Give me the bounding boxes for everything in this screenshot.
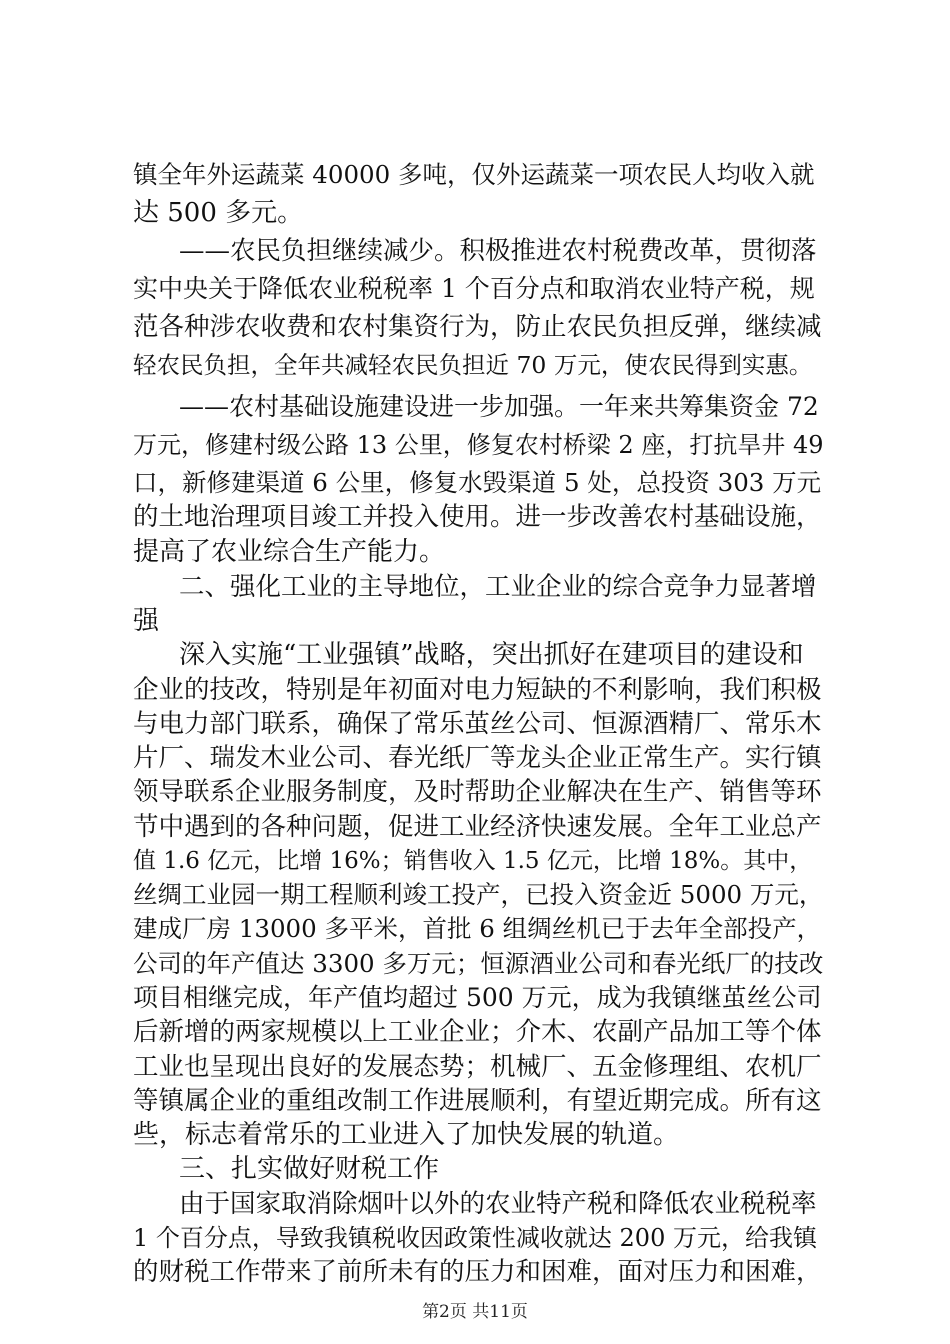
text-line: 实中央关于降低农业税税率 1 个百分点和取消农业特产税，规 [133,274,815,303]
text-line: 值 1.6 亿元，比增 16%；销售收入 1.5 亿元，比增 18%。其中， [133,848,813,874]
text-line: 的财税工作带来了前所未有的压力和困难，面对压力和困难， [133,1257,822,1287]
text-line: 的土地治理项目竣工并投入使用。进一步改善农村基础设施， [133,502,822,532]
text-line: 轻农民负担，全年共减轻农民负担近 70 万元，使农民得到实惠。 [133,351,813,379]
text-line: 提高了农业综合生产能力。 [133,537,446,567]
text-line: 建成厂房 13000 多平米，首批 6 组绸丝机已于去年全部投产， [133,914,822,943]
text-line: 等镇属企业的重组改制工作进展顺利，有望近期完成。所有这 [133,1086,822,1116]
text-line: 与电力部门联系，确保了常乐茧丝公司、恒源酒精厂、常乐木 [133,709,822,739]
text-line: ——农民负担继续减少。积极推进农村税费改革，贯彻落 [179,236,817,266]
text-line: 范各种涉农收费和农村集资行为，防止农民负担反弹，继续减 [133,312,822,342]
text-line: 公司的年产值达 3300 多万元；恒源酒业公司和春光纸厂的技改 [133,949,824,978]
text-line: 深入实施“工业强镇”战略，突出抓好在建项目的建设和 [179,640,804,670]
text-line: 企业的技改，特别是年初面对电力短缺的不利影响，我们积极 [133,675,822,705]
section-heading: 三、扎实做好财税工作 [179,1154,440,1184]
text-line: 些，标志着常乐的工业进入了加快发展的轨道。 [133,1120,680,1150]
text-line: ——农村基础设施建设进一步加强。一年来共筹集资金 72 [179,392,819,421]
text-line: 工业也呈现出良好的发展态势；机械厂、五金修理组、农机厂 [133,1052,822,1082]
text-line: 片厂、瑞发木业公司、春光纸厂等龙头企业正常生产。实行镇 [133,743,822,773]
text-line: 达 500 多元。 [133,198,304,228]
text-line: 节中遇到的各种问题，促进工业经济快速发展。全年工业总产 [133,812,822,842]
text-line: 口，新修建渠道 6 公里，修复水毁渠道 5 处，总投资 303 万元 [133,468,822,497]
text-line: 领导联系企业服务制度，及时帮助企业解决在生产、销售等环 [133,777,822,807]
text-line: 后新增的两家规模以上工业企业；介木、农副产品加工等个体 [133,1017,822,1047]
text-line: 万元，修建村级公路 13 公里，修复农村桥梁 2 座，打抗旱井 49 [133,431,824,459]
section-heading: 二、强化工业的主导地位，工业企业的综合竞争力显著增 [179,572,817,602]
text-line: 1 个百分点，导致我镇税收因政策性减收就达 200 万元，给我镇 [133,1224,817,1252]
text-line: 由于国家取消除烟叶以外的农业特产税和降低农业税税率 [179,1189,817,1219]
text-line: 镇全年外运蔬菜 40000 多吨，仅外运蔬菜一项农民人均收入就 [133,160,815,189]
section-heading: 强 [133,606,160,636]
text-line: 项目相继完成，年产值均超过 500 万元，成为我镇继茧丝公司 [133,983,822,1012]
page-footer: 第2页 共11页 [422,1302,528,1322]
text-line: 丝绸工业园一期工程顺利竣工投产，已投入资金近 5000 万元， [133,880,824,909]
